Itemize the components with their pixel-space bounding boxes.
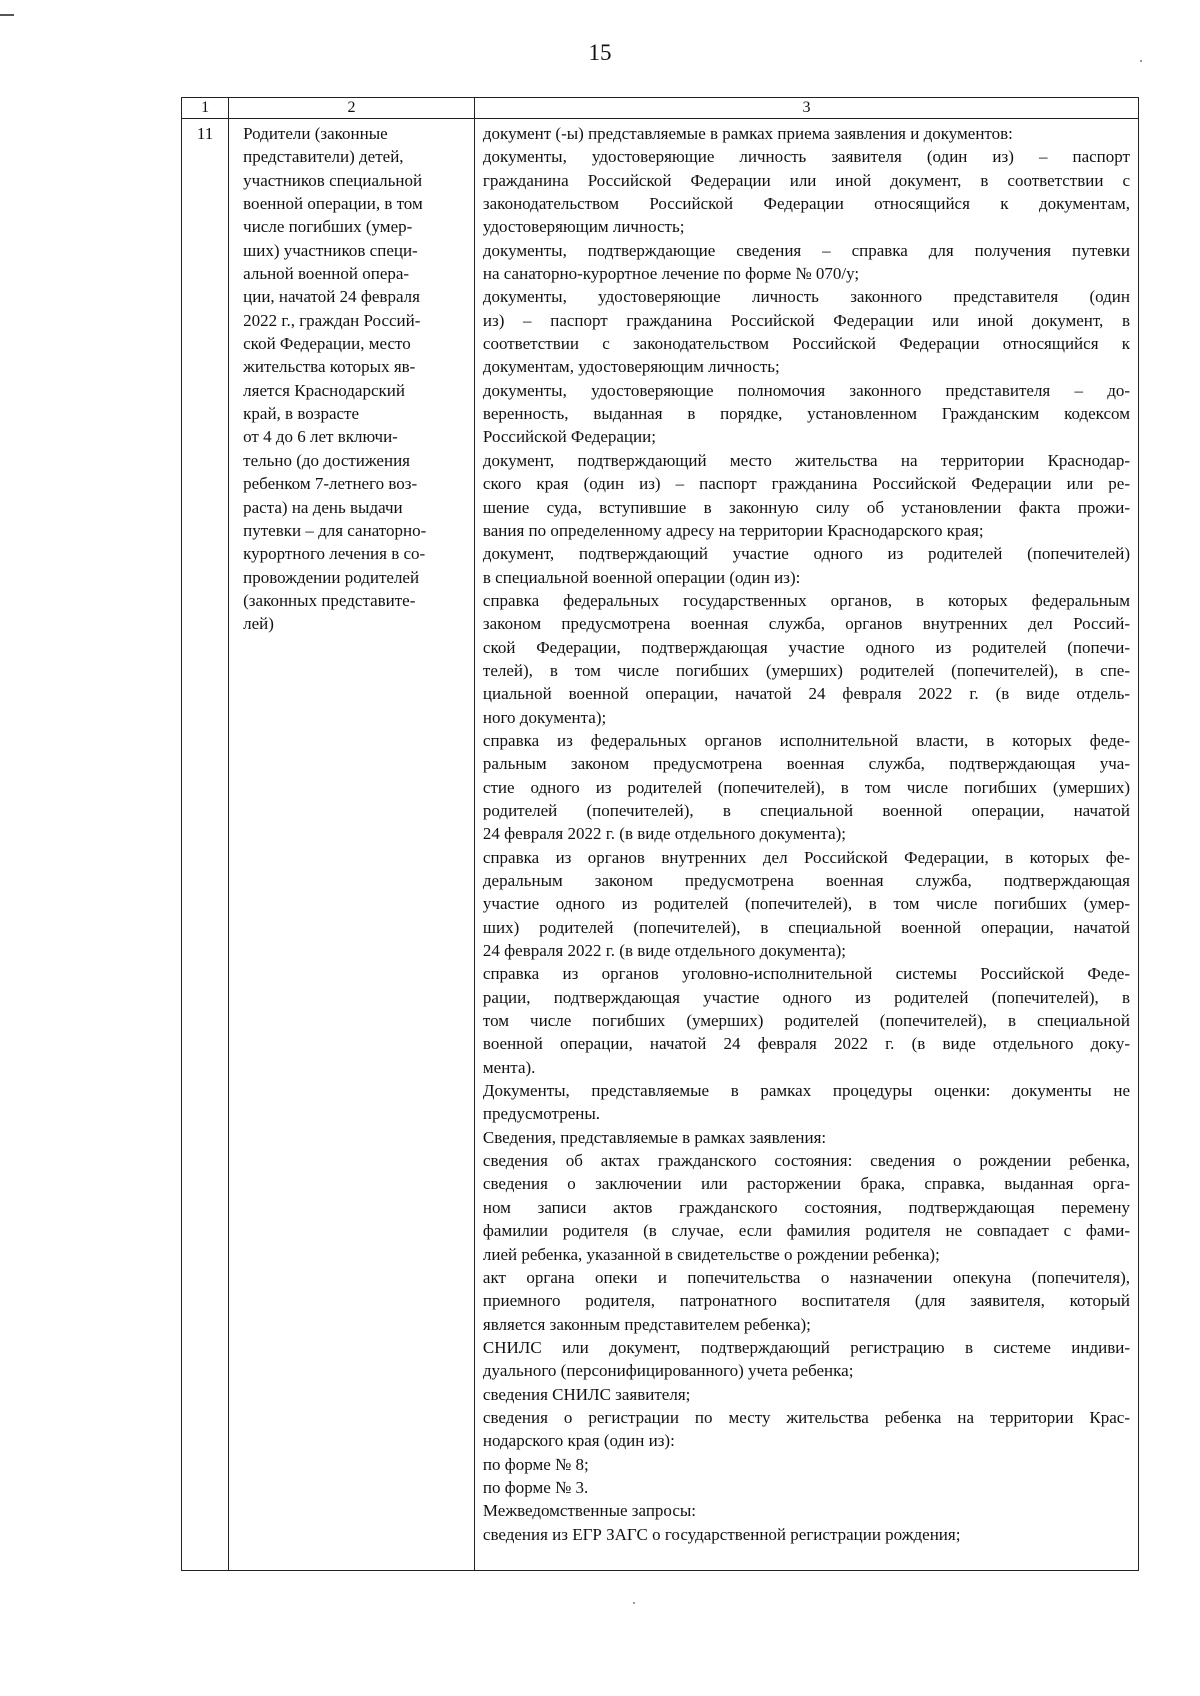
- text-line: представители) детей,: [243, 147, 404, 167]
- text-line: Межведомственные запросы:: [482, 1501, 697, 1521]
- text-line: альной военной опера-: [243, 264, 410, 284]
- scan-speck: [633, 1602, 635, 1604]
- text-line: документы, удостоверяющие личность законного представителя (один: [482, 287, 1130, 307]
- text-line: деральным законом предусмотрена военная служба, подтверждающая: [482, 871, 1130, 890]
- table-header-row: [182, 98, 1139, 119]
- text-line: справка из федеральных органов исполнительной власти, в которых феде-: [482, 730, 1130, 750]
- text-line: сведения о заключении или расторжении брака, справка, выданная орга-: [482, 1174, 1130, 1194]
- text-line: Родители (законные: [243, 124, 388, 143]
- category-cell: [229, 119, 475, 1571]
- text-line: документ, подтверждающий место жительства на территории Краснодар-: [482, 450, 1130, 470]
- text-line: законом предусмотрена военная служба, органов внутренних дел Россий-: [482, 614, 1130, 634]
- text-line: документ, подтверждающий участие одного из родителей (попечителей): [482, 544, 1130, 564]
- text-line: 2022 г., граждан Россий-: [243, 310, 421, 330]
- text-line: предусмотрены.: [482, 1104, 601, 1124]
- text-line: ребенком 7-летнего воз-: [243, 474, 418, 494]
- text-line: удостоверяющим личность;: [482, 217, 685, 237]
- text-line: из) – паспорт гражданина Российской Федерации или иной документ, в: [482, 310, 1130, 330]
- text-line: в специальной военной операции (один из):: [482, 567, 801, 587]
- text-line: участников специальной: [243, 170, 423, 190]
- text-line: сведения из ЕГР ЗАГС о государственной регистрации рождения;: [482, 1524, 961, 1544]
- text-line: раста) на день выдачи: [243, 497, 403, 517]
- page-number: 15: [588, 40, 612, 65]
- text-line: край, в возрасте: [243, 404, 360, 424]
- text-line: тельно (до достижения: [243, 450, 410, 470]
- text-line: дуального (персонифицированного) учета ребенка;: [482, 1361, 854, 1381]
- text-line: СНИЛС или документ, подтверждающий регистрацию в системе индиви-: [482, 1337, 1130, 1357]
- text-line: ном записи актов гражданского состояния, подтверждающая перемену: [482, 1197, 1130, 1217]
- text-line: циальной военной операции, начатой 24 февраля 2022 г. (в виде отдель-: [482, 684, 1130, 704]
- text-line: лей): [243, 614, 274, 634]
- text-line: ции, начатой 24 февраля: [243, 287, 420, 307]
- text-line: провождении родителей: [243, 567, 420, 587]
- text-line: справка федеральных государственных органов, в которых федеральным: [482, 590, 1130, 610]
- text-line: путевки – для санаторно-: [243, 520, 427, 540]
- text-line: военной операции, начатой 24 февраля 2022 г. (в виде отдельного доку-: [482, 1034, 1130, 1054]
- text-line: соответствии с законодательством Российской Федерации относящийся к: [482, 334, 1130, 354]
- text-line: ской Федерации, подтверждающая участие одного из родителей (попечи-: [482, 637, 1130, 657]
- text-line: ральным законом предусмотрена военная служба, подтверждающая уча-: [482, 754, 1130, 774]
- text-line: гражданина Российской Федерации или иной документ, в соответствии с: [482, 170, 1130, 190]
- text-line: (законных представите-: [243, 590, 416, 610]
- text-line: является законным представителем ребенка);: [482, 1314, 811, 1334]
- text-line: ших) участников специ-: [243, 240, 418, 260]
- text-line: на санаторно-курортное лечение по форме № 070/у;: [482, 264, 860, 284]
- text-line: документ (-ы) представляемые в рамках приема заявления и документов:: [482, 124, 1013, 143]
- text-line: лией ребенка, указанной в свидетельстве о рождении ребенка);: [482, 1244, 940, 1264]
- text-line: телей), в том числе погибших (умерших) родителей (попечителей), в спе-: [482, 660, 1130, 680]
- text-line: фамилии родителя (в случае, если фамилия родителя не совпадает с фами-: [482, 1221, 1130, 1241]
- text-line: законодательством Российской Федерации относящийся к документам,: [482, 194, 1130, 214]
- text-line: ского края (один из) – паспорт гражданина Российской Федерации или ре-: [482, 474, 1130, 494]
- document-table: [181, 97, 1139, 1571]
- text-line: курортного лечения в со-: [243, 544, 426, 564]
- text-line: Сведения, представляемые в рамках заявления:: [482, 1127, 827, 1147]
- text-line: документы, удостоверяющие полномочия законного представителя – до-: [482, 380, 1130, 400]
- text-line: справка из органов внутренних дел Российской Федерации, в которых фе-: [482, 847, 1130, 867]
- text-line: от 4 до 6 лет включи-: [243, 427, 398, 447]
- text-line: военной операции, в том: [243, 194, 423, 214]
- text-line: участие одного из родителей (попечителей), в том числе погибших (умер-: [482, 894, 1130, 914]
- text-line: сведения СНИЛС заявителя;: [482, 1384, 691, 1404]
- text-line: приемного родителя, патронатного воспитателя (для заявителя, который: [482, 1291, 1130, 1311]
- header-cell-3: 3: [474, 98, 1138, 119]
- text-line: числе погибших (умер-: [243, 217, 413, 237]
- header-cell-2: 2: [229, 98, 475, 119]
- text-line: Российской Федерации;: [482, 427, 656, 447]
- text-line: жительства которых яв-: [243, 357, 416, 377]
- header-cell-1: 1: [182, 98, 229, 119]
- text-line: вания по определенному адресу на территории Краснодарского края;: [482, 520, 984, 540]
- documents-cell: [474, 119, 1138, 1571]
- text-line: справка из органов уголовно-исполнительной системы Российской Феде-: [482, 964, 1130, 984]
- text-line: 24 февраля 2022 г. (в виде отдельного документа);: [482, 824, 847, 844]
- text-line: Документы, представляемые в рамках процедуры оценки: документы не: [482, 1081, 1130, 1101]
- text-line: ляется Краснодарский: [243, 380, 405, 400]
- text-line: рации, подтверждающая участие одного из родителей (попечителей), в: [482, 987, 1130, 1007]
- text-line: том числе погибших (умерших) родителей (попечителей), в специальной: [482, 1011, 1130, 1031]
- text-line: мента).: [482, 1057, 536, 1077]
- text-line: по форме № 8;: [482, 1454, 589, 1474]
- text-line: сведения об актах гражданского состояния: сведения о рождении ребенка,: [482, 1151, 1130, 1171]
- text-line: ской Федерации, место: [243, 334, 411, 354]
- text-line: документы, удостоверяющие личность заявителя (один из) – паспорт: [482, 147, 1130, 167]
- text-line: ного документа);: [482, 707, 607, 727]
- text-line: документам, удостоверяющим личность;: [482, 357, 780, 377]
- text-line: акт органа опеки и попечительства о назначении опекуна (попечителя),: [482, 1267, 1130, 1287]
- text-line: нодарского края (один из):: [482, 1431, 675, 1451]
- text-line: сведения о регистрации по месту жительства ребенка на территории Крас-: [482, 1407, 1130, 1427]
- text-line: документы, подтверждающие сведения – справка для получения путевки: [482, 240, 1130, 260]
- text-line: 24 февраля 2022 г. (в виде отдельного документа);: [482, 941, 847, 961]
- text-line: ших) родителей (попечителей), в специальной военной операции, начатой: [482, 917, 1130, 937]
- text-line: стие одного из родителей (попечителей), в том числе погибших (умерших): [482, 777, 1130, 797]
- text-line: шение суда, вступившие в законную силу об установлении факта прожи-: [482, 497, 1130, 517]
- table-row: [182, 119, 1139, 1571]
- text-line: по форме № 3.: [482, 1477, 589, 1497]
- text-line: веренность, выданная в порядке, установленном Гражданским кодексом: [482, 404, 1130, 424]
- text-line: родителей (попечителей), в специальной военной операции, начатой: [482, 800, 1130, 820]
- scan-margin-mark: [0, 14, 14, 16]
- row-number: 11: [182, 119, 229, 1571]
